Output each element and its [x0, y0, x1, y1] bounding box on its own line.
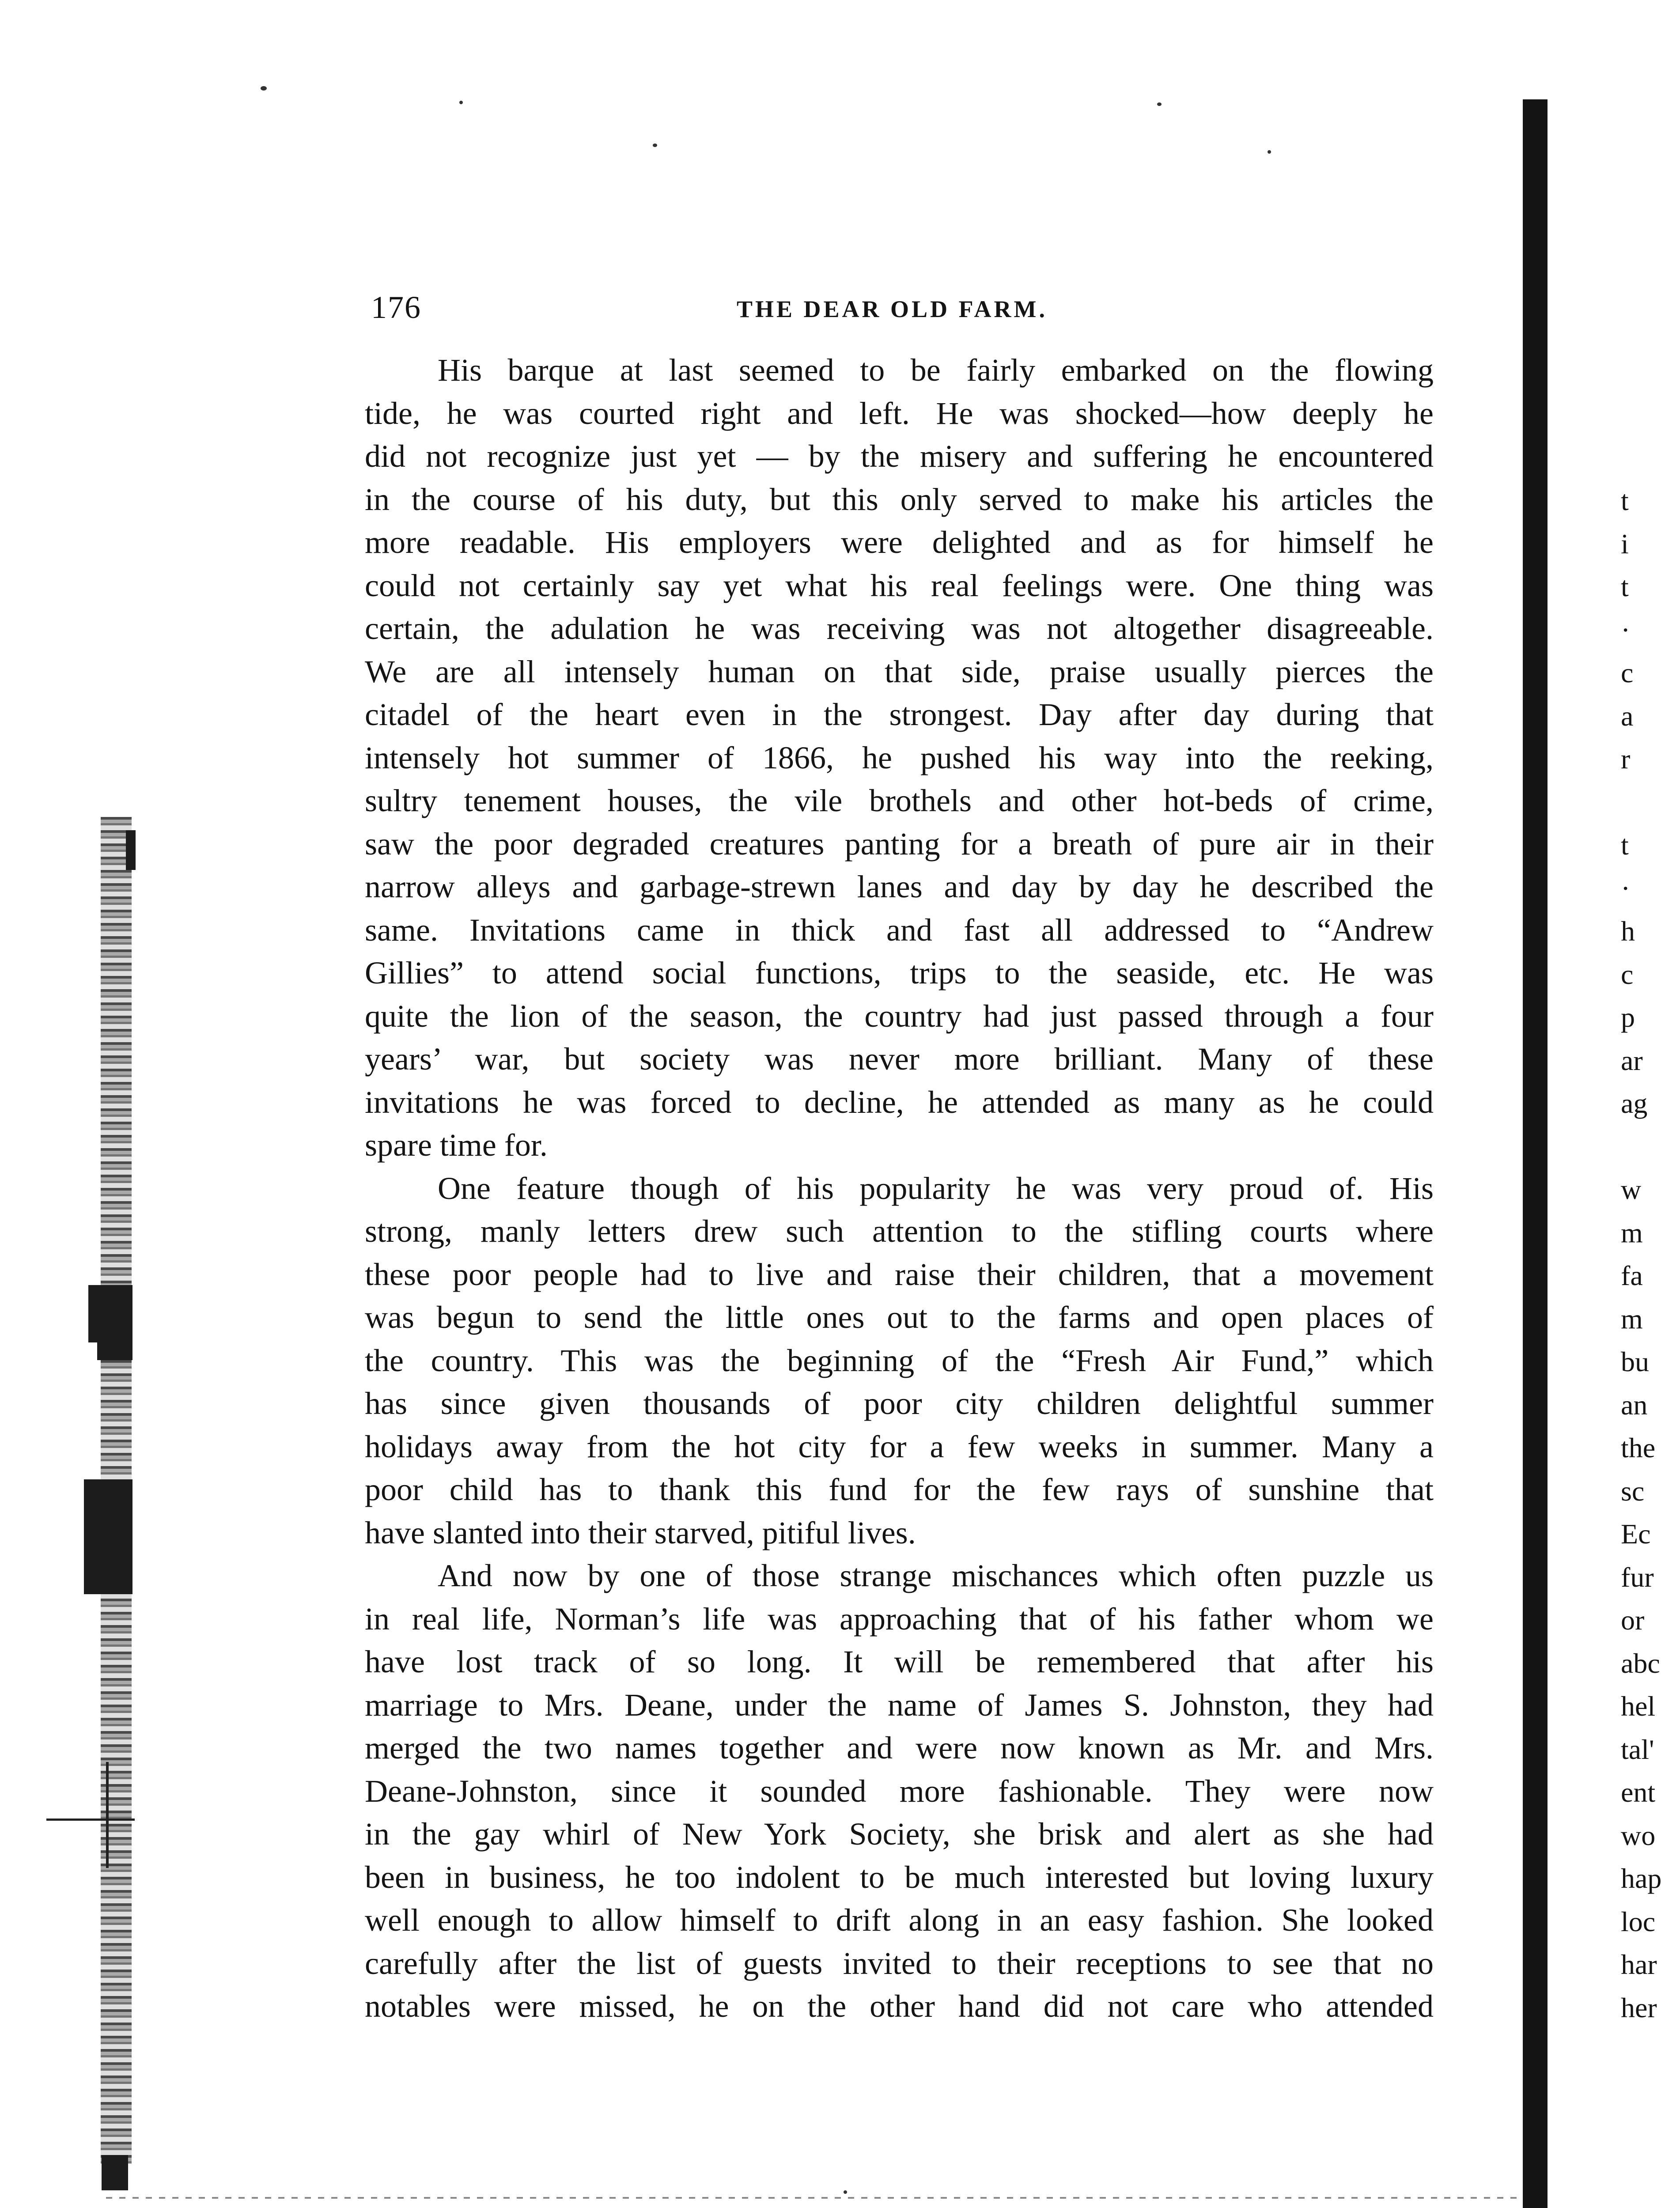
text-line: in the course of his duty, but this only served to make his articles the: [365, 481, 1434, 517]
text-line: spare time for.: [365, 1127, 548, 1163]
bleed-fragment: i: [1621, 528, 1629, 560]
scan-gutter-line: [46, 1819, 135, 1821]
bleed-fragment: ·: [1621, 614, 1631, 646]
scan-gutter-block: [126, 830, 136, 870]
bleed-fragment: h: [1621, 915, 1635, 947]
bleed-fragment: m: [1621, 1217, 1643, 1248]
bleed-fragment: c: [1621, 958, 1634, 990]
text-line: could not certainly say yet what his real feelings were. One thing was: [365, 567, 1434, 603]
bleed-fragment: the: [1621, 1432, 1656, 1463]
body-text: [365, 349, 1434, 2028]
bleed-fragment: r: [1621, 743, 1631, 775]
text-line: holidays away from the hot city for a few weeks in summer. Many a: [365, 1429, 1434, 1464]
text-line: notables were missed, he on the other hand did not care who attended: [365, 1989, 1434, 2024]
text-line: certain, the adulation he was receiving was not altogether disagreeable.: [365, 611, 1434, 646]
bleed-fragment: c: [1621, 657, 1634, 688]
bleed-fragment: abc: [1621, 1647, 1660, 1679]
text-line: citadel of the heart even in the strongest. Day after day during that: [365, 697, 1434, 732]
bleed-fragment: ent: [1621, 1777, 1656, 1808]
bleed-fragment: hel: [1621, 1690, 1656, 1722]
bleed-fragment: fa: [1621, 1260, 1643, 1291]
bleed-fragment: t: [1621, 571, 1629, 602]
text-line: in real life, Norman’s life was approaching that of his father whom we: [365, 1601, 1434, 1637]
bleed-fragment: t: [1621, 829, 1629, 861]
text-line: invitations he was forced to decline, he attended as many as he could: [365, 1084, 1434, 1120]
bleed-fragment: ·: [1621, 872, 1631, 904]
bleed-fragment: [1621, 1125, 1674, 1168]
bleed-fragment: hap: [1621, 1863, 1662, 1894]
text-line: saw the poor degraded creatures panting for a breath of pure air in their: [365, 826, 1434, 862]
text-line: His barque at last seemed to be fairly embarked on the flowing: [438, 352, 1434, 388]
bleed-fragment: bu: [1621, 1346, 1649, 1377]
running-title: THE DEAR OLD FARM.: [737, 296, 1048, 322]
bleed-fragment: or: [1621, 1604, 1645, 1636]
text-line: the country. This was the beginning of the “Fresh Air Fund,” which: [365, 1342, 1434, 1378]
bleed-fragment: Ec: [1621, 1518, 1651, 1550]
bleed-fragment: ag: [1621, 1088, 1648, 1119]
text-line: intensely hot summer of 1866, he pushed his way into the reeking,: [365, 740, 1434, 775]
bleed-fragment: [1621, 781, 1674, 824]
text-line: same. Invitations came in thick and fast all addressed to “Andrew: [365, 912, 1434, 948]
bleed-fragment: a: [1621, 700, 1634, 732]
text-line: quite the lion of the season, the country had just passed through a four: [365, 998, 1434, 1034]
scan-gutter-line: [106, 1762, 109, 1868]
text-line: has since given thousands of poor city children delightful summer: [365, 1386, 1434, 1421]
text-line: been in business, he too indolent to be much interested but loving luxury: [365, 1859, 1434, 1895]
scan-speck: [653, 144, 657, 147]
bleed-fragment: her: [1621, 1992, 1657, 2023]
text-line: years’ war, but society was never more brilliant. Many of these: [365, 1041, 1434, 1077]
page-number: 176: [371, 290, 421, 325]
bleed-fragment: ar: [1621, 1044, 1643, 1076]
text-line: have slanted into their starved, pitiful lives.: [365, 1515, 916, 1550]
text-line: did not recognize just yet — by the misery and suffering he encountered: [365, 439, 1434, 474]
text-line: And now by one of those strange mischances which often puzzle us: [438, 1558, 1434, 1593]
text-line: Gillies” to attend social functions, trips to the seaside, etc. He was: [365, 955, 1434, 991]
text-line: We are all intensely human on that side, praise usually pierces the: [365, 654, 1434, 689]
scan-speck: [459, 101, 463, 104]
text-line: sultry tenement houses, the vile brothels and other hot-beds of crime,: [365, 783, 1434, 818]
text-line: more readable. His employers were delighted and as for himself he: [365, 525, 1434, 560]
bleed-fragment: t: [1621, 485, 1629, 516]
bleed-fragment: sc: [1621, 1475, 1645, 1507]
bleed-fragment: har: [1621, 1949, 1657, 1980]
text-line: carefully after the list of guests invited to their receptions to see that no: [365, 1945, 1434, 1981]
bleed-fragment: an: [1621, 1389, 1648, 1421]
scan-speck: [261, 86, 267, 91]
running-head: [371, 289, 1431, 329]
scan-gutter-block: [102, 2155, 128, 2190]
scan-gutter-block: [84, 1479, 132, 1594]
binding-edge: [1523, 99, 1548, 2208]
scan-gutter-block: [88, 1285, 132, 1342]
text-line: have lost track of so long. It will be remembered that after his: [365, 1644, 1434, 1679]
text-line: tide, he was courted right and left. He was shocked—how deeply he: [365, 395, 1434, 431]
text-line: strong, manly letters drew such attention to the stifling courts where: [365, 1214, 1434, 1249]
facing-page-bleed: [1621, 479, 1674, 2029]
bleed-fragment: wo: [1621, 1819, 1656, 1851]
scan-speck: [1268, 150, 1271, 154]
bleed-fragment: fur: [1621, 1561, 1654, 1593]
bleed-fragment: loc: [1621, 1906, 1656, 1937]
bleed-fragment: w: [1621, 1174, 1642, 1205]
bleed-fragment: p: [1621, 1002, 1635, 1033]
bleed-fragment: m: [1621, 1303, 1643, 1335]
bleed-fragment: tal': [1621, 1733, 1654, 1765]
text-line: poor child has to thank this fund for the few rays of sunshine that: [365, 1472, 1434, 1507]
text-line: marriage to Mrs. Deane, under the name of James S. Johnston, they had: [365, 1687, 1434, 1723]
text-line: narrow alleys and garbage-strewn lanes and day by day he described the: [365, 869, 1434, 904]
text-line: in the gay whirl of New York Society, she brisk and alert as she had: [365, 1816, 1434, 1852]
scan-speck: [844, 2190, 847, 2194]
text-line: well enough to allow himself to drift along in an easy fashion. She looked: [365, 1902, 1434, 1938]
scan-bottom-edge: [106, 2197, 1519, 2199]
text-line: Deane-Johnston, since it sounded more fashionable. They were now: [365, 1773, 1434, 1809]
text-line: was begun to send the little ones out to the farms and open places of: [365, 1300, 1434, 1335]
scan-gutter-block: [97, 1342, 132, 1360]
text-line: these poor people had to live and raise their children, that a movement: [365, 1256, 1434, 1292]
text-line: merged the two names together and were now known as Mr. and Mrs.: [365, 1730, 1434, 1766]
text-line: One feature though of his popularity he was very proud of. His: [438, 1170, 1434, 1206]
scan-speck: [1157, 102, 1162, 106]
